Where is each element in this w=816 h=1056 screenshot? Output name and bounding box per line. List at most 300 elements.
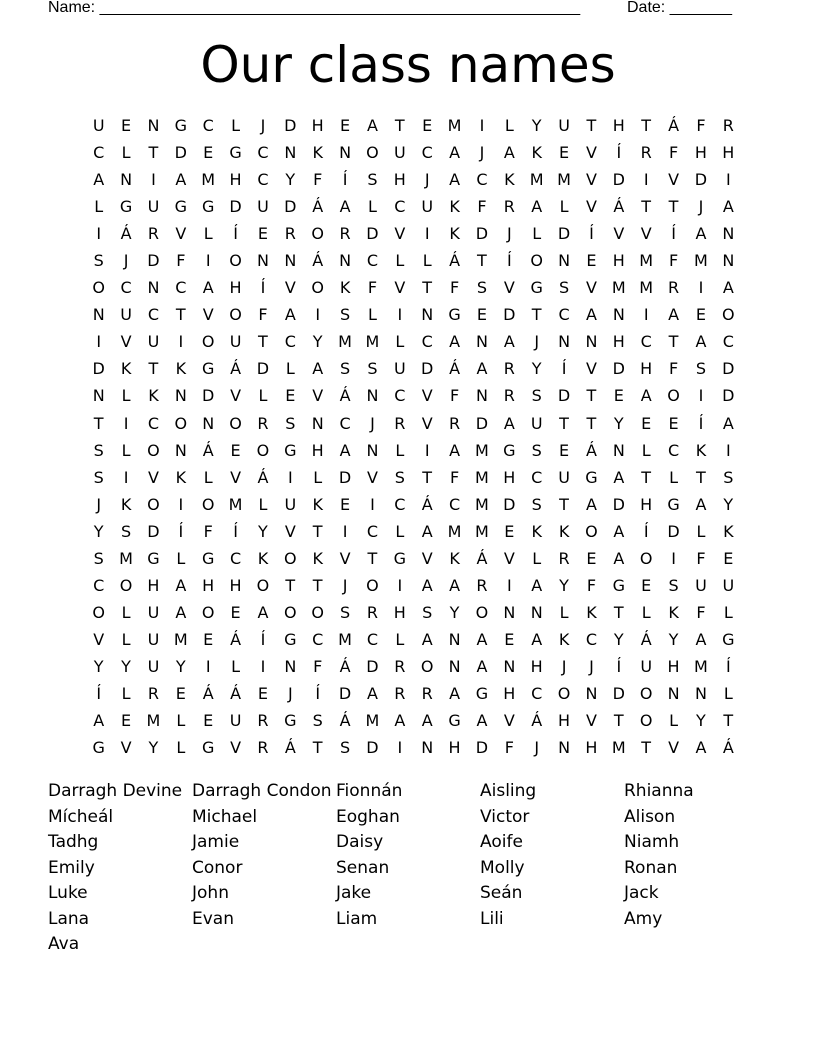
grid-letter[interactable]: G <box>530 278 543 298</box>
grid-letter[interactable]: T <box>93 413 104 433</box>
grid-letter[interactable]: Í <box>725 656 731 676</box>
grid-letter[interactable]: T <box>723 711 734 731</box>
grid-letter[interactable]: A <box>640 386 652 406</box>
grid-letter[interactable]: C <box>531 683 543 703</box>
grid-letter[interactable]: K <box>175 467 187 487</box>
grid-letter[interactable]: T <box>531 305 542 325</box>
grid-letter[interactable]: K <box>120 359 132 379</box>
grid-letter[interactable]: Í <box>260 278 266 298</box>
grid-letter[interactable]: K <box>586 602 597 622</box>
grid-letter[interactable]: V <box>366 467 378 487</box>
grid-letter[interactable]: J <box>342 575 348 595</box>
grid-letter[interactable]: N <box>147 278 160 298</box>
grid-letter[interactable]: V <box>93 629 105 649</box>
grid-letter[interactable]: C <box>339 413 351 433</box>
grid-letter[interactable]: O <box>256 440 270 460</box>
grid-letter[interactable]: G <box>722 629 735 649</box>
grid-letter[interactable]: L <box>367 305 377 325</box>
grid-letter[interactable]: F <box>477 197 487 217</box>
grid-letter[interactable]: L <box>203 467 213 487</box>
grid-letter[interactable]: A <box>722 278 734 298</box>
grid-letter[interactable]: D <box>503 494 516 514</box>
grid-letter[interactable]: F <box>258 305 268 325</box>
grid-letter[interactable]: K <box>312 143 323 163</box>
grid-letter[interactable]: F <box>313 656 323 676</box>
grid-letter[interactable]: A <box>695 738 707 758</box>
grid-letter[interactable]: L <box>203 224 213 244</box>
grid-letter[interactable]: Y <box>121 656 131 676</box>
grid-letter[interactable]: V <box>421 413 433 433</box>
grid-letter[interactable]: A <box>175 170 187 190</box>
grid-letter[interactable]: S <box>120 521 132 541</box>
grid-letter[interactable]: D <box>147 251 160 271</box>
grid-letter[interactable]: E <box>230 602 241 622</box>
grid-letter[interactable]: S <box>531 494 542 514</box>
grid-letter[interactable]: A <box>613 548 625 568</box>
grid-letter[interactable]: D <box>284 197 297 217</box>
grid-letter[interactable]: C <box>147 305 160 325</box>
grid-letter[interactable]: N <box>448 629 461 649</box>
grid-letter[interactable]: K <box>723 521 734 541</box>
grid-letter[interactable]: R <box>640 143 652 163</box>
grid-letter[interactable]: H <box>311 116 324 135</box>
grid-letter[interactable]: L <box>395 629 405 649</box>
grid-letter[interactable]: I <box>370 494 375 514</box>
grid-letter[interactable]: D <box>366 224 379 244</box>
grid-letter[interactable]: V <box>421 386 433 406</box>
grid-letter[interactable]: D <box>284 116 297 135</box>
grid-letter[interactable]: A <box>202 278 214 298</box>
grid-letter[interactable]: A <box>668 305 680 325</box>
grid-letter[interactable]: E <box>559 440 570 460</box>
grid-letter[interactable]: S <box>558 278 570 298</box>
grid-letter[interactable]: I <box>178 494 184 514</box>
grid-letter[interactable]: K <box>312 494 323 514</box>
grid-letter[interactable]: E <box>257 683 268 703</box>
grid-letter[interactable]: I <box>287 467 293 487</box>
grid-letter[interactable]: O <box>229 413 242 433</box>
grid-letter[interactable]: C <box>476 170 488 190</box>
grid-letter[interactable]: L <box>723 602 733 622</box>
grid-letter[interactable]: M <box>228 494 243 514</box>
grid-letter[interactable]: Á <box>230 683 242 703</box>
grid-letter[interactable]: Y <box>449 602 460 622</box>
grid-letter[interactable]: Í <box>178 521 184 541</box>
grid-letter[interactable]: R <box>476 575 488 595</box>
grid-letter[interactable]: E <box>203 711 214 731</box>
grid-letter[interactable]: J <box>698 197 704 217</box>
grid-letter[interactable]: A <box>613 467 625 487</box>
grid-letter[interactable]: J <box>96 494 102 514</box>
grid-letter[interactable]: R <box>503 386 515 406</box>
grid-letter[interactable]: Y <box>258 521 268 541</box>
grid-letter[interactable]: H <box>393 170 406 190</box>
grid-letter[interactable]: N <box>366 386 379 406</box>
grid-letter[interactable]: C <box>202 116 214 135</box>
grid-letter[interactable]: S <box>723 467 734 487</box>
grid-letter[interactable]: A <box>93 170 105 190</box>
grid-letter[interactable]: L <box>231 116 241 135</box>
grid-letter[interactable]: O <box>92 602 105 622</box>
grid-letter[interactable]: I <box>315 305 321 325</box>
grid-letter[interactable]: T <box>641 116 652 135</box>
grid-letter[interactable]: D <box>202 386 215 406</box>
grid-letter[interactable]: L <box>176 548 186 568</box>
grid-letter[interactable]: S <box>531 440 542 460</box>
grid-letter[interactable]: U <box>284 494 297 514</box>
grid-letter[interactable]: A <box>531 197 543 217</box>
grid-letter[interactable]: R <box>147 683 159 703</box>
grid-letter[interactable]: V <box>503 711 515 731</box>
grid-letter[interactable]: N <box>612 305 625 325</box>
grid-letter[interactable]: F <box>504 738 514 758</box>
grid-letter[interactable]: N <box>503 656 516 676</box>
grid-letter[interactable]: I <box>698 386 704 406</box>
grid-letter[interactable]: C <box>421 143 433 163</box>
grid-letter[interactable]: N <box>174 440 187 460</box>
grid-letter[interactable]: D <box>421 359 434 379</box>
grid-letter[interactable]: Y <box>93 656 104 676</box>
grid-letter[interactable]: N <box>92 386 105 406</box>
grid-letter[interactable]: C <box>284 332 296 352</box>
grid-letter[interactable]: R <box>339 224 351 244</box>
grid-letter[interactable]: O <box>256 575 270 595</box>
grid-letter[interactable]: R <box>449 413 461 433</box>
grid-letter[interactable]: V <box>613 224 625 244</box>
grid-letter[interactable]: V <box>503 548 515 568</box>
grid-letter[interactable]: L <box>395 521 405 541</box>
grid-letter[interactable]: V <box>202 305 214 325</box>
grid-letter[interactable]: L <box>723 683 733 703</box>
grid-letter[interactable]: F <box>696 548 706 568</box>
grid-letter[interactable]: N <box>475 386 488 406</box>
grid-letter[interactable]: G <box>284 711 297 731</box>
grid-letter[interactable]: H <box>503 683 516 703</box>
grid-letter[interactable]: V <box>585 711 597 731</box>
grid-letter[interactable]: Á <box>668 116 680 135</box>
grid-letter[interactable]: D <box>92 359 105 379</box>
grid-letter[interactable]: E <box>340 494 351 514</box>
grid-letter[interactable]: O <box>284 548 297 568</box>
date-field-line[interactable]: Date: _______ <box>627 0 732 16</box>
grid-letter[interactable]: J <box>424 170 430 190</box>
grid-letter[interactable]: C <box>585 629 598 649</box>
grid-letter[interactable]: U <box>695 575 707 595</box>
grid-letter[interactable]: T <box>668 197 679 217</box>
grid-letter[interactable]: N <box>339 143 352 163</box>
grid-letter[interactable]: U <box>421 197 434 217</box>
grid-letter[interactable]: O <box>639 711 653 731</box>
grid-letter[interactable]: A <box>531 629 543 649</box>
grid-letter[interactable]: F <box>668 251 679 271</box>
grid-letter[interactable]: Í <box>698 413 704 433</box>
grid-letter[interactable]: A <box>394 711 406 731</box>
grid-letter[interactable]: I <box>123 413 129 433</box>
grid-letter[interactable]: T <box>696 467 706 487</box>
grid-letter[interactable]: A <box>257 602 269 622</box>
grid-letter[interactable]: E <box>641 575 652 595</box>
grid-letter[interactable]: A <box>339 440 351 460</box>
grid-letter[interactable]: F <box>586 575 597 595</box>
grid-letter[interactable]: Á <box>722 738 734 758</box>
grid-letter[interactable]: R <box>722 116 734 135</box>
grid-letter[interactable]: H <box>229 170 242 190</box>
grid-letter[interactable]: A <box>695 224 707 244</box>
grid-letter[interactable]: O <box>311 278 324 298</box>
grid-letter[interactable]: C <box>667 440 680 460</box>
grid-letter[interactable]: K <box>449 197 460 217</box>
grid-letter[interactable]: Y <box>696 711 706 731</box>
grid-letter[interactable]: M <box>338 629 352 649</box>
grid-letter[interactable]: S <box>394 467 405 487</box>
grid-letter[interactable]: R <box>558 548 570 568</box>
grid-letter[interactable]: Y <box>613 413 624 433</box>
grid-letter[interactable]: Í <box>643 521 649 541</box>
grid-letter[interactable]: U <box>530 413 543 433</box>
grid-letter[interactable]: K <box>449 224 460 244</box>
grid-letter[interactable]: A <box>531 575 543 595</box>
grid-letter[interactable]: O <box>557 683 571 703</box>
grid-letter[interactable]: S <box>422 602 433 622</box>
grid-letter[interactable]: A <box>284 305 296 325</box>
grid-letter[interactable]: T <box>613 711 624 731</box>
grid-letter[interactable]: L <box>367 197 377 217</box>
grid-letter[interactable]: D <box>366 738 379 758</box>
grid-letter[interactable]: E <box>203 143 214 163</box>
grid-letter[interactable]: S <box>93 548 104 568</box>
grid-letter[interactable]: Á <box>202 683 214 703</box>
grid-letter[interactable]: I <box>397 305 403 325</box>
grid-letter[interactable]: V <box>120 332 132 352</box>
grid-letter[interactable]: T <box>422 467 433 487</box>
grid-letter[interactable]: A <box>421 711 433 731</box>
grid-letter[interactable]: U <box>229 332 242 352</box>
grid-letter[interactable]: K <box>531 521 542 541</box>
grid-letter[interactable]: E <box>121 711 132 731</box>
grid-letter[interactable]: J <box>370 413 375 433</box>
grid-letter[interactable]: S <box>339 602 351 622</box>
grid-letter[interactable]: A <box>476 711 488 731</box>
grid-letter[interactable]: H <box>393 602 406 622</box>
grid-letter[interactable]: S <box>93 440 104 460</box>
grid-letter[interactable]: G <box>174 116 188 135</box>
grid-letter[interactable]: N <box>585 683 598 703</box>
grid-letter[interactable]: S <box>339 359 351 379</box>
grid-letter[interactable]: V <box>120 738 132 758</box>
grid-letter[interactable]: L <box>696 521 706 541</box>
grid-letter[interactable]: O <box>147 440 160 460</box>
grid-letter[interactable]: C <box>312 629 324 649</box>
grid-letter[interactable]: L <box>559 602 569 622</box>
grid-letter[interactable]: D <box>612 170 625 190</box>
grid-letter[interactable]: T <box>312 521 323 541</box>
grid-letter[interactable]: H <box>147 575 160 595</box>
grid-letter[interactable]: K <box>695 440 707 460</box>
grid-letter[interactable]: R <box>366 602 378 622</box>
grid-letter[interactable]: C <box>93 575 105 595</box>
grid-letter[interactable]: A <box>503 143 515 163</box>
grid-letter[interactable]: Á <box>257 467 269 487</box>
grid-letter[interactable]: S <box>339 305 351 325</box>
grid-letter[interactable]: E <box>586 251 597 271</box>
grid-letter[interactable]: E <box>641 413 652 433</box>
grid-letter[interactable]: A <box>476 359 488 379</box>
grid-letter[interactable]: G <box>448 305 461 325</box>
grid-letter[interactable]: U <box>120 305 132 325</box>
grid-letter[interactable]: O <box>639 548 653 568</box>
grid-letter[interactable]: E <box>121 116 132 135</box>
grid-letter[interactable]: V <box>230 467 242 487</box>
grid-letter[interactable]: L <box>422 251 432 271</box>
grid-letter[interactable]: M <box>146 711 161 731</box>
grid-letter[interactable]: K <box>175 359 187 379</box>
grid-letter[interactable]: Á <box>312 251 324 271</box>
grid-letter[interactable]: K <box>558 629 570 649</box>
grid-letter[interactable]: N <box>530 602 543 622</box>
grid-letter[interactable]: I <box>397 575 403 595</box>
grid-letter[interactable]: E <box>340 116 351 135</box>
grid-letter[interactable]: N <box>92 305 105 325</box>
grid-letter[interactable]: S <box>367 170 378 190</box>
grid-letter[interactable]: M <box>557 170 571 190</box>
grid-letter[interactable]: S <box>312 711 323 731</box>
grid-letter[interactable]: Á <box>449 251 461 271</box>
grid-letter[interactable]: V <box>668 170 680 190</box>
grid-letter[interactable]: O <box>201 602 215 622</box>
grid-letter[interactable]: N <box>722 251 735 271</box>
grid-letter[interactable]: M <box>694 251 708 271</box>
grid-letter[interactable]: T <box>559 494 569 514</box>
grid-letter[interactable]: Á <box>120 224 132 244</box>
grid-letter[interactable]: O <box>201 494 215 514</box>
grid-letter[interactable]: A <box>449 440 461 460</box>
grid-letter[interactable]: C <box>366 251 379 271</box>
grid-letter[interactable]: N <box>558 251 571 271</box>
grid-letter[interactable]: O <box>201 332 215 352</box>
grid-letter[interactable]: R <box>257 738 269 758</box>
grid-letter[interactable]: I <box>260 656 266 676</box>
grid-letter[interactable]: O <box>585 521 598 541</box>
grid-letter[interactable]: A <box>366 683 378 703</box>
grid-letter[interactable]: K <box>148 386 159 406</box>
grid-letter[interactable]: V <box>640 224 652 244</box>
grid-letter[interactable]: C <box>394 494 406 514</box>
grid-letter[interactable]: G <box>612 575 626 595</box>
grid-letter[interactable]: C <box>558 305 570 325</box>
grid-letter[interactable]: F <box>449 467 460 487</box>
grid-letter[interactable]: K <box>668 602 679 622</box>
grid-letter[interactable]: N <box>284 656 297 676</box>
grid-letter[interactable]: H <box>612 116 625 135</box>
grid-letter[interactable]: L <box>258 386 268 406</box>
grid-letter[interactable]: A <box>421 629 433 649</box>
grid-letter[interactable]: G <box>475 683 489 703</box>
grid-letter[interactable]: D <box>612 494 625 514</box>
grid-letter[interactable]: A <box>503 332 515 352</box>
grid-letter[interactable]: N <box>339 251 352 271</box>
grid-letter[interactable]: F <box>449 278 460 298</box>
grid-letter[interactable]: C <box>229 548 242 568</box>
grid-letter[interactable]: G <box>201 359 215 379</box>
grid-letter[interactable]: R <box>284 224 296 244</box>
grid-letter[interactable]: C <box>448 494 461 514</box>
grid-letter[interactable]: Y <box>531 359 542 379</box>
grid-letter[interactable]: N <box>448 656 461 676</box>
grid-letter[interactable]: A <box>449 170 461 190</box>
grid-letter[interactable]: O <box>420 656 434 676</box>
grid-letter[interactable]: E <box>504 521 515 541</box>
grid-letter[interactable]: Á <box>531 711 543 731</box>
grid-letter[interactable]: I <box>671 548 676 568</box>
grid-letter[interactable]: G <box>585 467 598 487</box>
grid-letter[interactable]: U <box>229 711 242 731</box>
grid-letter[interactable]: L <box>176 711 186 731</box>
grid-letter[interactable]: U <box>640 656 653 676</box>
grid-letter[interactable]: U <box>147 629 160 649</box>
grid-letter[interactable]: M <box>447 521 462 541</box>
grid-letter[interactable]: Á <box>421 494 433 514</box>
grid-letter[interactable]: Í <box>616 143 622 163</box>
grid-letter[interactable]: L <box>121 386 131 406</box>
grid-letter[interactable]: U <box>147 602 160 622</box>
grid-letter[interactable]: J <box>534 332 540 352</box>
grid-letter[interactable]: Á <box>613 197 625 217</box>
grid-letter[interactable]: D <box>338 683 352 703</box>
grid-letter[interactable]: N <box>503 602 516 622</box>
grid-letter[interactable]: Y <box>559 575 569 595</box>
grid-letter[interactable]: I <box>205 251 211 271</box>
grid-letter[interactable]: E <box>504 629 515 649</box>
grid-letter[interactable]: H <box>640 494 653 514</box>
grid-letter[interactable]: F <box>367 278 378 298</box>
grid-letter[interactable]: H <box>448 738 461 758</box>
grid-letter[interactable]: I <box>424 440 430 460</box>
grid-letter[interactable]: A <box>613 521 625 541</box>
grid-letter[interactable]: J <box>589 656 594 676</box>
grid-letter[interactable]: O <box>311 602 324 622</box>
grid-letter[interactable]: M <box>611 738 626 758</box>
grid-letter[interactable]: L <box>395 440 405 460</box>
grid-letter[interactable]: Á <box>230 629 242 649</box>
grid-letter[interactable]: V <box>284 278 296 298</box>
grid-letter[interactable]: V <box>394 224 406 244</box>
grid-letter[interactable]: A <box>93 711 105 731</box>
grid-letter[interactable]: I <box>725 440 731 460</box>
grid-letter[interactable]: K <box>120 494 132 514</box>
grid-letter[interactable]: T <box>641 197 652 217</box>
grid-letter[interactable]: O <box>667 386 680 406</box>
grid-letter[interactable]: D <box>174 143 187 163</box>
grid-letter[interactable]: Y <box>148 738 159 758</box>
grid-letter[interactable]: E <box>203 629 214 649</box>
grid-letter[interactable]: V <box>394 278 406 298</box>
grid-letter[interactable]: T <box>285 575 296 595</box>
grid-letter[interactable]: E <box>723 548 734 568</box>
grid-letter[interactable]: L <box>669 467 679 487</box>
grid-letter[interactable]: C <box>640 332 652 352</box>
grid-letter[interactable]: U <box>257 197 269 217</box>
grid-letter[interactable]: O <box>284 602 297 622</box>
grid-letter[interactable]: T <box>367 548 378 568</box>
grid-letter[interactable]: V <box>421 548 433 568</box>
grid-letter[interactable]: T <box>477 251 487 271</box>
grid-letter[interactable]: L <box>94 197 104 217</box>
grid-letter[interactable]: N <box>694 683 707 703</box>
grid-letter[interactable]: T <box>148 143 159 163</box>
grid-letter[interactable]: E <box>422 116 433 135</box>
grid-letter[interactable]: I <box>178 332 184 352</box>
grid-letter[interactable]: Y <box>531 116 542 135</box>
